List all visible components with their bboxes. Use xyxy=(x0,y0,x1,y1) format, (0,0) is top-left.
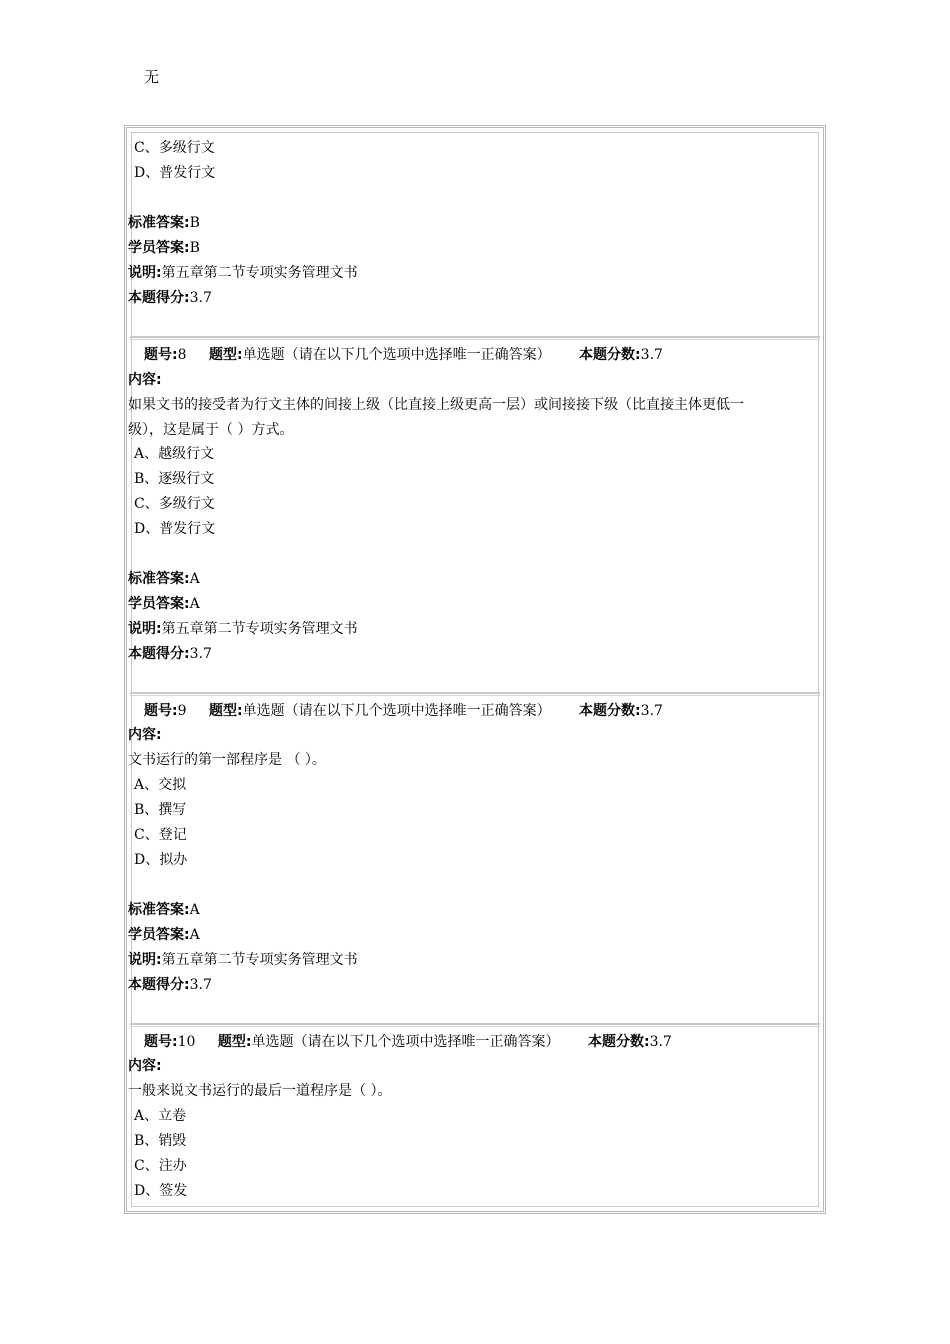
prev-score: 本题得分:3.7 xyxy=(128,290,212,306)
prev-standard-answer: 标准答案:B xyxy=(128,215,200,231)
q8-header: 题号:8 题型:单选题（请在以下几个选项中选择唯一正确答案） 本题分数:3.7 xyxy=(144,347,663,363)
q8-note: 说明:第五章第二节专项实务管理文书 xyxy=(128,621,358,637)
q9-option-c: C、登记 xyxy=(134,827,187,843)
q8-standard-answer: 标准答案:A xyxy=(128,571,200,587)
q9-content-label: 内容: xyxy=(128,727,162,743)
q8-content-label: 内容: xyxy=(128,372,162,388)
q9-note: 说明:第五章第二节专项实务管理文书 xyxy=(128,952,358,968)
prev-option-c: C、多级行文 xyxy=(134,140,215,156)
q9-text: 文书运行的第一部程序是 （ ）。 xyxy=(128,752,326,768)
q9-option-a: A、交拟 xyxy=(134,777,187,793)
q10-text: 一般来说文书运行的最后一道程序是（ ）。 xyxy=(128,1083,392,1099)
q10-option-c: C、注办 xyxy=(134,1158,187,1174)
prev-student-answer: 学员答案:B xyxy=(128,240,200,256)
q9-option-b: B、撰写 xyxy=(134,802,187,818)
q8-option-b: B、逐级行文 xyxy=(134,471,215,487)
q9-header: 题号:9 题型:单选题（请在以下几个选项中选择唯一正确答案） 本题分数:3.7 xyxy=(144,703,663,719)
q8-student-answer: 学员答案:A xyxy=(128,596,200,612)
q9-student-answer: 学员答案:A xyxy=(128,927,200,943)
q9-option-d: D、拟办 xyxy=(134,852,188,868)
q8-text-line1: 如果文书的接受者为行文主体的间接上级（比直接上级更高一层）或间接接下级（比直接主体更低一 xyxy=(128,397,744,413)
q10-content-label: 内容: xyxy=(128,1058,162,1074)
prev-note: 说明:第五章第二节专项实务管理文书 xyxy=(128,265,358,281)
q8-option-d: D、普发行文 xyxy=(134,521,216,537)
q8-text-line2: 级），这是属于（ ）方式。 xyxy=(128,422,294,438)
q9-score: 本题得分:3.7 xyxy=(128,977,212,993)
q10-option-a: A、立卷 xyxy=(134,1108,187,1124)
q10-option-b: B、销毁 xyxy=(134,1133,187,1149)
divider xyxy=(130,336,820,340)
divider xyxy=(130,692,820,696)
top-text: 无 xyxy=(144,68,160,86)
q9-standard-answer: 标准答案:A xyxy=(128,902,200,918)
q8-option-c: C、多级行文 xyxy=(134,496,215,512)
q10-header: 题号:10 题型:单选题（请在以下几个选项中选择唯一正确答案） 本题分数:3.7 xyxy=(144,1034,672,1050)
divider xyxy=(130,1023,820,1027)
q8-score: 本题得分:3.7 xyxy=(128,646,212,662)
q10-option-d: D、签发 xyxy=(134,1183,188,1199)
prev-option-d: D、普发行文 xyxy=(134,165,216,181)
q8-option-a: A、越级行文 xyxy=(134,446,215,462)
